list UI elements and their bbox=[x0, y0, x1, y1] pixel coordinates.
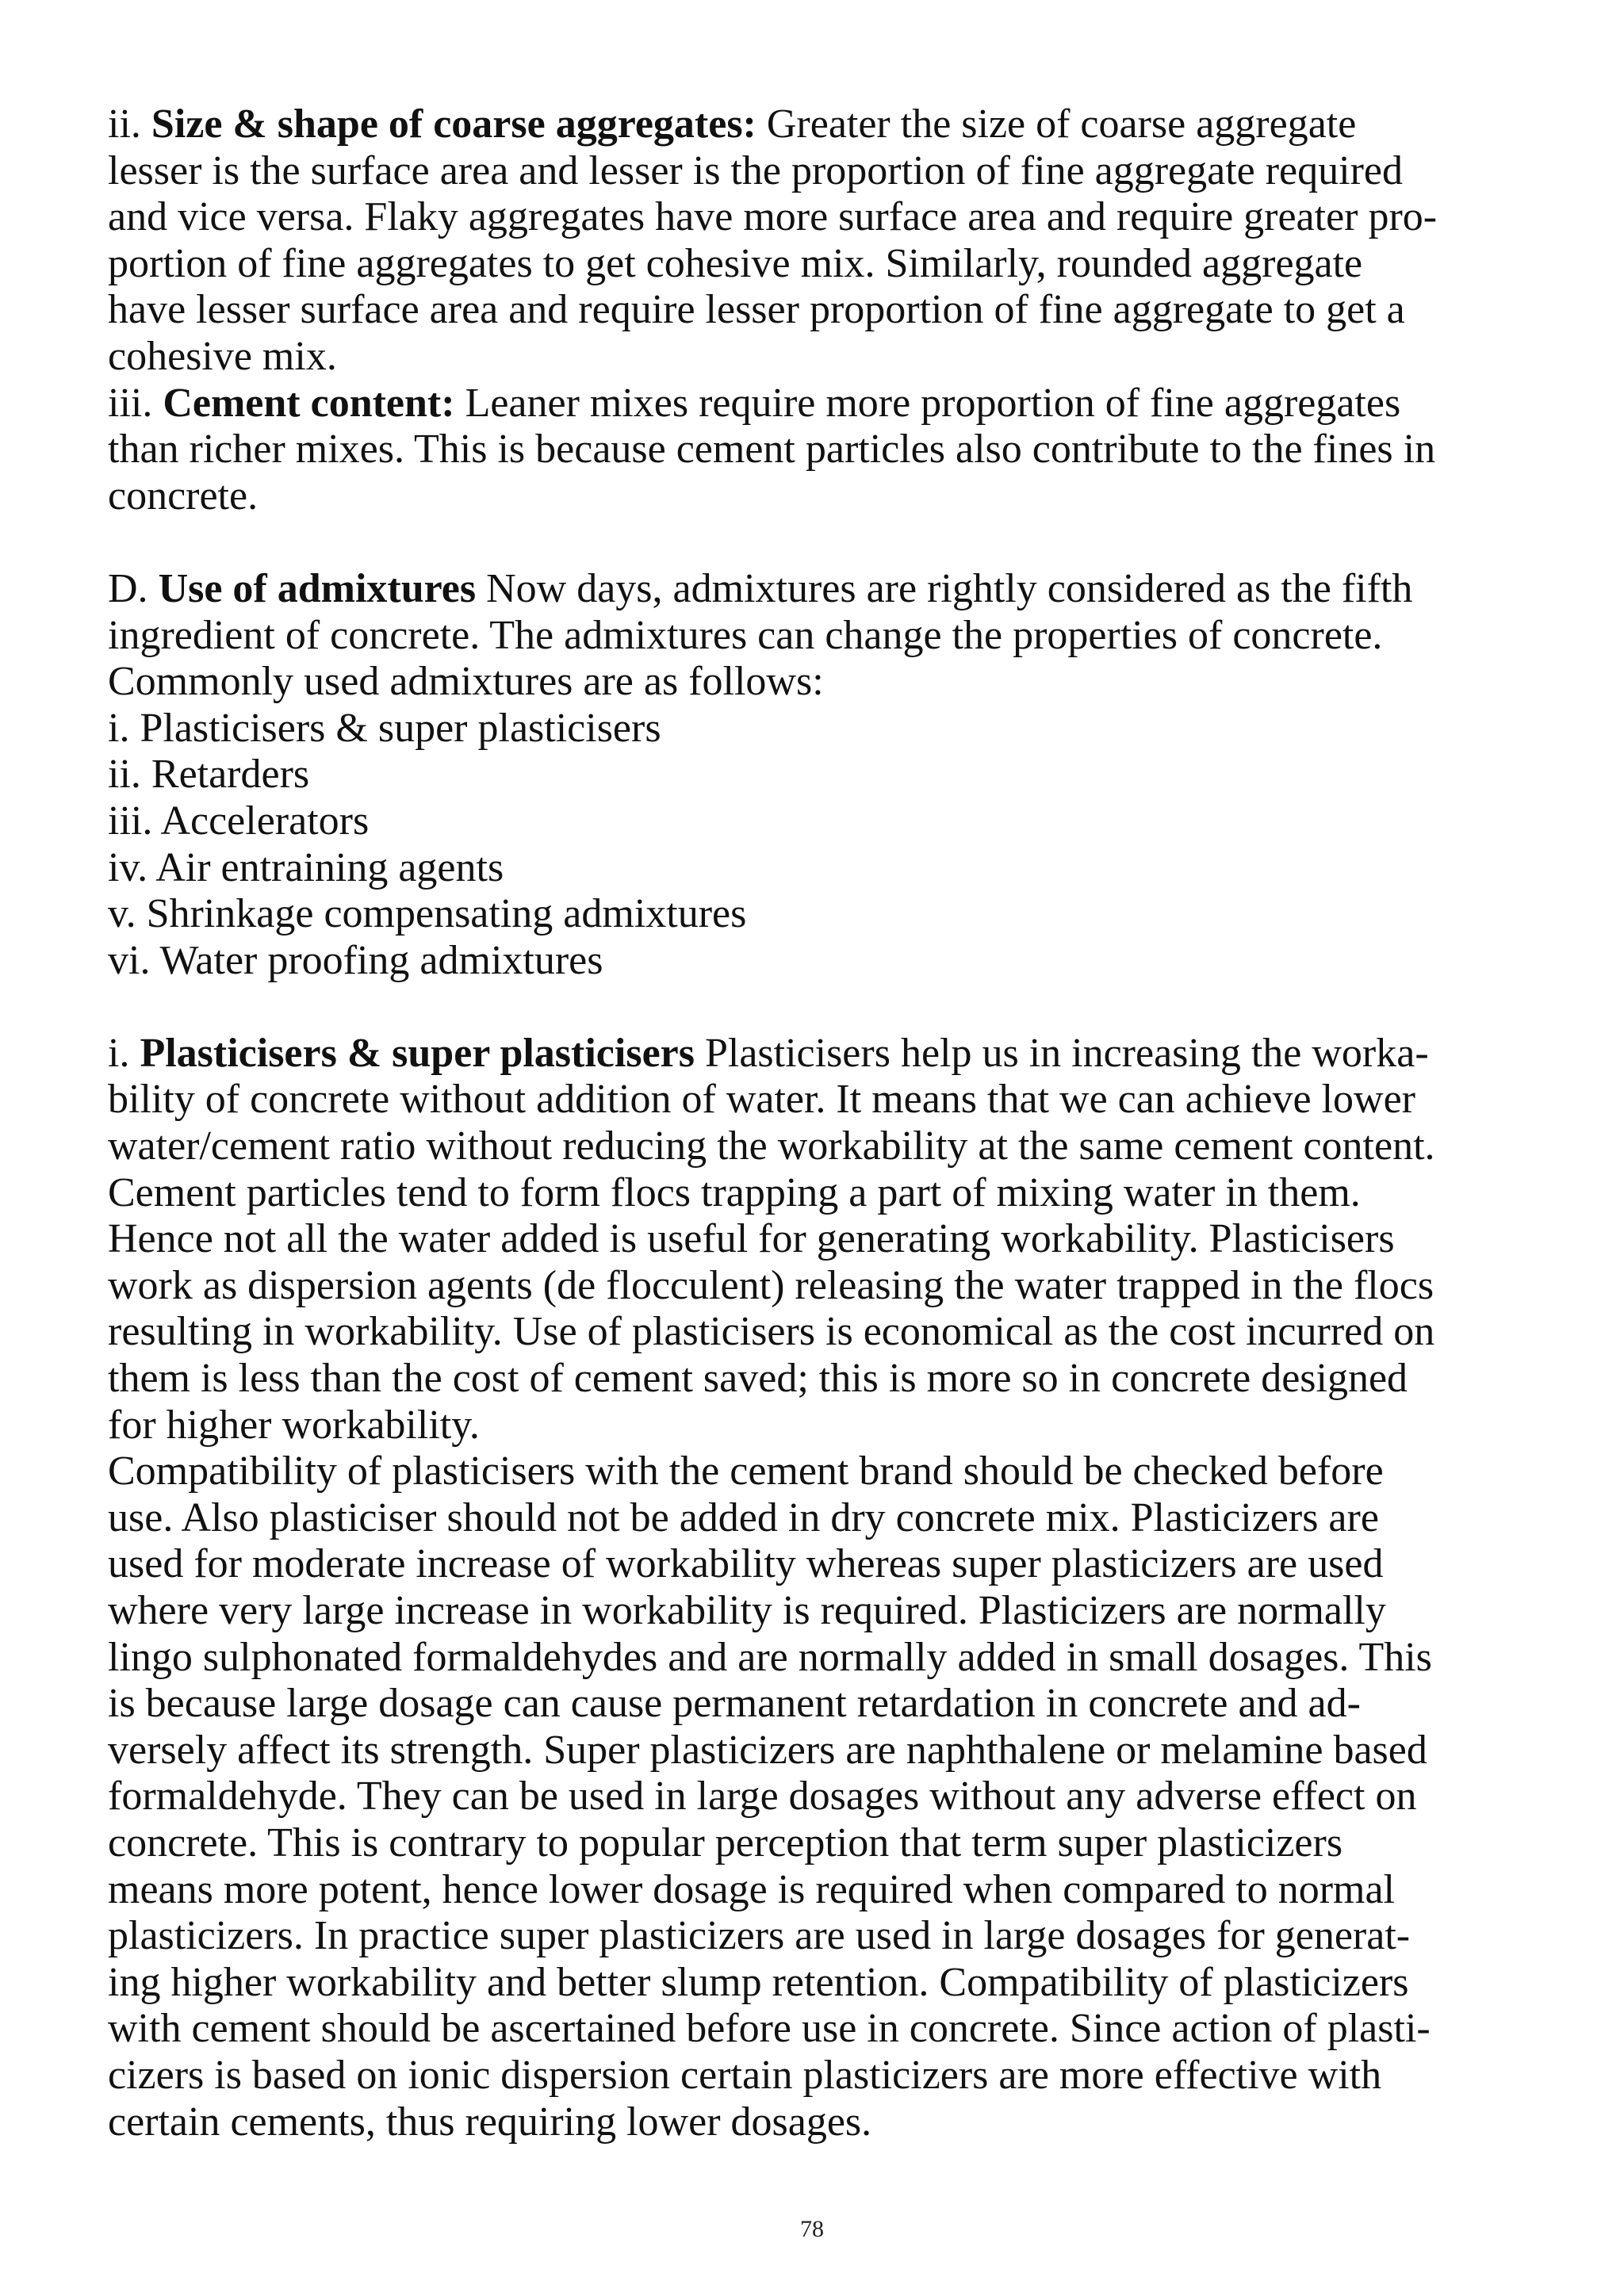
text-line: where very large increase in workability is required. Plasticizers are normally bbox=[108, 1588, 1386, 1633]
text-line: bility of concrete without addition of water. It means that we can achieve lower bbox=[108, 1077, 1415, 1123]
text-line: ingredient of concrete. The admixtures can change the properties of concrete. bbox=[108, 612, 1383, 658]
text-line: versely affect its strength. Super plasticizers are naphthalene or melamine based bbox=[108, 1727, 1427, 1773]
list-marker: i. bbox=[108, 1030, 130, 1076]
text-line: Hence not all the water added is useful for generating workability. Plasticisers bbox=[108, 1216, 1395, 1262]
section-heading: Use of admixtures bbox=[158, 565, 477, 611]
text-line: water/cement ratio without reducing the workability at the same cement content. bbox=[108, 1123, 1435, 1169]
paragraph-admixtures bbox=[108, 566, 1535, 984]
text-line: certain cements, thus requiring lower dosages. bbox=[108, 2099, 872, 2145]
list-marker: ii. bbox=[108, 101, 141, 147]
text-line: is because large dosage can cause permanent retardation in concrete and ad- bbox=[108, 1681, 1361, 1727]
page-body bbox=[108, 101, 1535, 2145]
list-item: i. Plasticisers & super plasticisers bbox=[108, 705, 661, 751]
text-line: use. Also plasticiser should not be added in dry concrete mix. Plasticizers are bbox=[108, 1494, 1379, 1540]
paragraph-cement-content bbox=[108, 381, 1535, 520]
paragraph-spacer bbox=[108, 519, 1535, 566]
section-heading: Cement content: bbox=[163, 380, 455, 426]
section-heading: Size & shape of coarse aggregates: bbox=[151, 101, 756, 147]
text-line: and vice versa. Flaky aggregates have more surface area and require greater pro- bbox=[108, 194, 1438, 240]
text-line: Compatibility of plasticisers with the cement brand should be checked before bbox=[108, 1448, 1384, 1494]
list-item: iii. Accelerators bbox=[108, 798, 370, 844]
page-number: 78 bbox=[800, 2216, 824, 2242]
text-line: cohesive mix. bbox=[108, 333, 337, 379]
text-line: Cement particles tend to form flocs trapping a part of mixing water in them. bbox=[108, 1169, 1361, 1215]
text-line: Leaner mixes require more proportion of fine aggregates bbox=[465, 380, 1401, 426]
text-line: them is less than the cost of cement saved; this is more so in concrete designed bbox=[108, 1356, 1408, 1402]
text-line: for higher workability. bbox=[108, 1402, 480, 1448]
paragraph-plasticisers bbox=[108, 1031, 1535, 2145]
text-line: Greater the size of coarse aggregate bbox=[766, 101, 1357, 147]
text-line: than richer mixes. This is because cement particles also contribute to the fines in bbox=[108, 427, 1436, 473]
text-line: plasticizers. In practice super plasticizers are used in large dosages for generat- bbox=[108, 1913, 1411, 1959]
text-line: portion of fine aggregates to get cohesive mix. Similarly, rounded aggregate bbox=[108, 240, 1363, 286]
text-line: formaldehyde. They can be used in large dosages without any adverse effect on bbox=[108, 1774, 1417, 1820]
paragraph-size-shape bbox=[108, 101, 1535, 381]
text-line: Plasticisers help us in increasing the worka- bbox=[704, 1030, 1429, 1076]
text-line: concrete. bbox=[108, 473, 259, 519]
text-line: lingo sulphonated formaldehydes and are normally added in small dosages. This bbox=[108, 1634, 1432, 1680]
text-line: work as dispersion agents (de flocculent) releasing the water trapped in the flocs bbox=[108, 1262, 1434, 1308]
list-item: v. Shrinkage compensating admixtures bbox=[108, 891, 747, 937]
text-line: concrete. This is contrary to popular perception that term super plasticizers bbox=[108, 1820, 1343, 1866]
list-marker: iii. bbox=[108, 380, 153, 426]
text-line: lesser is the surface area and lesser is the proportion of fine aggregate required bbox=[108, 147, 1403, 193]
text-line: Now days, admixtures are rightly considered as the fifth bbox=[486, 565, 1413, 611]
text-line: with cement should be ascertained before use in concrete. Since action of plasti- bbox=[108, 2006, 1431, 2052]
text-line: cizers is based on ionic dispersion certain plasticizers are more effective with bbox=[108, 2052, 1382, 2098]
list-item: vi. Water proofing admixtures bbox=[108, 937, 603, 983]
list-item: ii. Retarders bbox=[108, 752, 310, 798]
text-line: means more potent, hence lower dosage is required when compared to normal bbox=[108, 1866, 1395, 1912]
text-line: ing higher workability and better slump retention. Compatibility of plasticizers bbox=[108, 1959, 1409, 2005]
text-line: Commonly used admixtures are as follows: bbox=[108, 659, 824, 705]
text-line: used for moderate increase of workability whereas super plasticizers are used bbox=[108, 1541, 1384, 1587]
section-marker: D. bbox=[108, 565, 148, 611]
admixture-list bbox=[108, 706, 1535, 985]
list-item: iv. Air entraining agents bbox=[108, 844, 504, 890]
section-heading: Plasticisers & super plasticisers bbox=[140, 1030, 695, 1076]
paragraph-spacer bbox=[108, 984, 1535, 1031]
text-line: resulting in workability. Use of plasticisers is economical as the cost incurred on bbox=[108, 1309, 1435, 1355]
text-line: have lesser surface area and require lesser proportion of fine aggregate to get a bbox=[108, 287, 1405, 333]
